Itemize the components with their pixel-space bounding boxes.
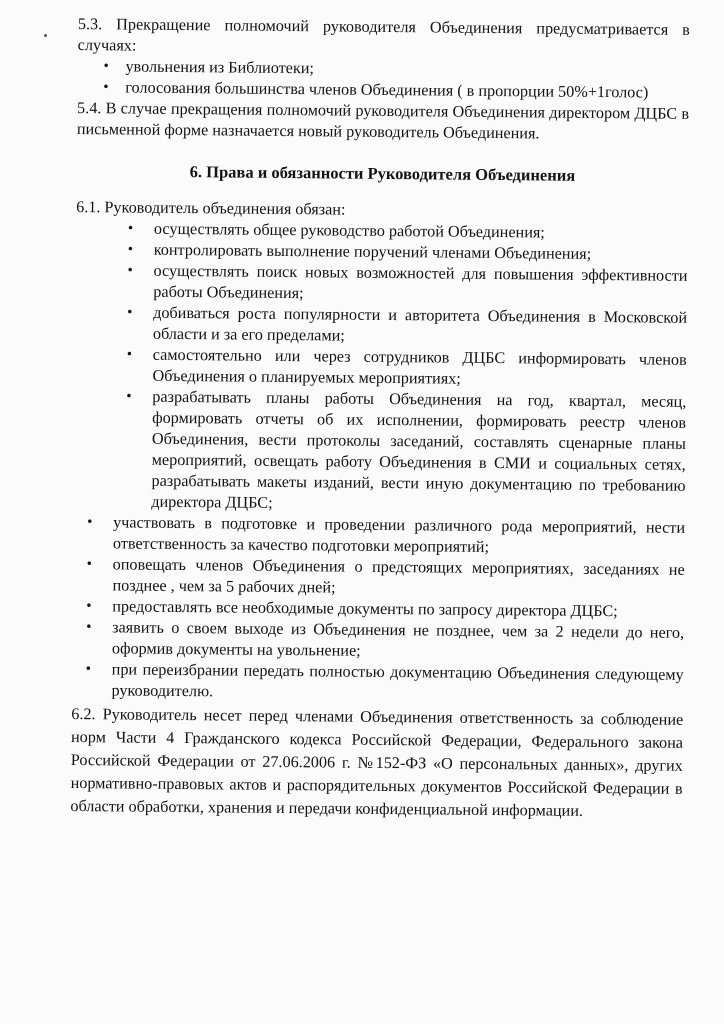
section-5-3-text: 5.3. Прекращение полномочий руководителя Объединения предусматривается в случаях:	[77, 14, 690, 55]
section-6-1-text: 6.1. Руководитель объединения обязан:	[76, 197, 346, 219]
scan-speck	[44, 34, 47, 37]
list-item: • голосования большинства членов Объединения ( в пропорции 50%+1голос)	[77, 77, 689, 104]
list-item: • добиваться роста популярности и авторитета Объединения в Московской области и за его пределами;	[113, 302, 687, 350]
list-item: • увольнения из Библиотеки;	[77, 56, 689, 83]
list-item: • при переизбрании передать полностью документацию Объединения следующему руководителю.	[75, 659, 683, 707]
list-item: • предоставлять все необходимые документы по запросу директора ДЦБС;	[76, 596, 684, 623]
list-item: • участвовать в подготовке и проведении различного рода мероприятий, нести ответственность за качество подготовки мероприятий;	[77, 512, 685, 560]
section-6-1-list-a	[73, 218, 688, 518]
section-5-3-list	[77, 56, 689, 104]
section-6-1-list-b	[71, 512, 685, 707]
section-6-heading: 6. Права и обязанности Руководителя Объединения	[189, 162, 576, 185]
list-item: • осуществлять поиск новых возможностей для повышения эффективности работы Объединения;	[113, 260, 687, 308]
list-item: • заявить о своем выходе из Объединения не позднее, чем за 2 недели до него, оформив документы на увольнение;	[76, 617, 684, 665]
list-item: • осуществлять общее руководство работой Объединения;	[114, 218, 688, 245]
list-item: • контролировать выполнение поручений членами Объединения;	[114, 239, 688, 266]
section-5-4-text: 5.4. В случае прекращения полномочий руководителя Объединения директором ДЦБС в письменной форме назначается новый руководитель Объединения.	[76, 98, 690, 143]
list-item: • оповещать членов Объединения о предстоящих мероприятиях, заседаниях не позднее , чем за 5 рабочих дней;	[76, 554, 684, 602]
list-item: • разрабатывать планы работы Объединения на год, квартал, месяц, формировать отчеты об их исполнении, формировать реестр членов Объединения, вести протоколы заседаний, составлять сценарные планы мероприятий, освещать работу Объединения в СМИ и социальных сетях, разрабатывать макеты изданий, вести иную документацию по требованию директора ДЦБС;	[111, 386, 686, 518]
document-body	[70, 14, 690, 824]
list-item: • самостоятельно или через сотрудников ДЦБС информировать членов Объединения о планируемых мероприятиях;	[112, 344, 686, 392]
section-6-2-text: 6.2. Руководитель несет перед членами Объединения ответственность за соблюдение норм Части 4 Гражданского кодекса Российской Федерации, Федерального закона Российской Федерации от 27.06.2006 г. №152-ФЗ «О персональных данных», других нормативно-правовых актов и распорядительных документов Российской Федерации в области обработки, хранения и передачи конфиденциальной информации.	[70, 704, 684, 820]
